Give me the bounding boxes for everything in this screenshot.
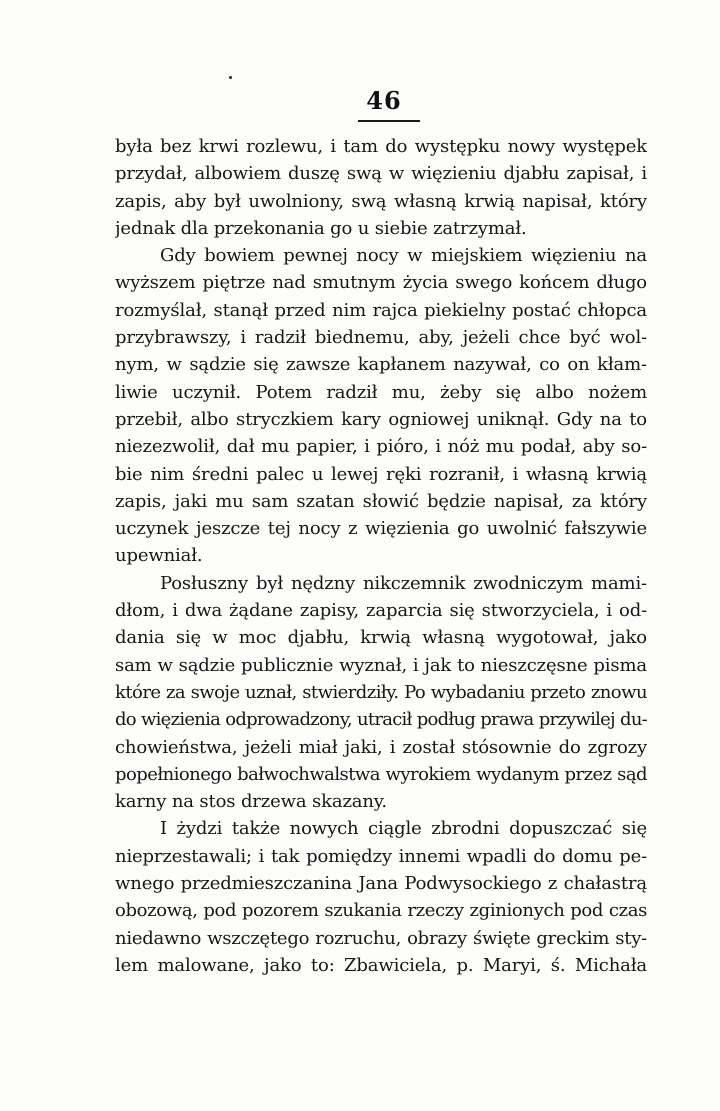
text-line: jednak dla przekonania go u siebie zatrzymał. <box>115 217 527 239</box>
text-line: lem malowane, jako to: Zbawiciela, p. Maryi, ś. Michała <box>115 954 647 976</box>
text-line: była bez krwi rozlewu, i tam do występku nowy występek <box>115 136 647 157</box>
text-line: dłom, i dwa żądane zapisy, zaparcia się stworzyciela, i od- <box>115 600 647 622</box>
text-line: przybrawszy, i radził biednemu, aby, jeżeli chce być wol- <box>115 327 647 349</box>
text-line: karny na stos drzewa skazany. <box>115 791 387 813</box>
text-line: popełnionego bałwochwalstwa wyrokiem wydanym przez sąd <box>115 763 647 785</box>
text-line: chowieństwa, jeżeli miał jaki, i został stósownie do zgrozy <box>115 736 647 758</box>
text-line: które za swoje uznał, stwierdziły. Po wybadaniu przeto znowu <box>115 681 647 703</box>
text-line: zapis, jaki mu sam szatan słowić będzie napisał, za który <box>115 490 647 512</box>
text-line: niedawno wszczętego rozruchu, obrazy święte greckim sty- <box>115 927 647 949</box>
text-line: upewniał. <box>115 545 203 567</box>
text-line: liwie uczynił. Potem radził mu, żeby się albo nożem <box>115 381 647 403</box>
text-line: rozmyślał, stanął przed nim rajca piekielny postać chłopca <box>115 299 647 321</box>
ink-speck <box>229 76 232 79</box>
text-line: Gdy bowiem pewnej nocy w miejskiem więzieniu na <box>160 245 647 267</box>
page-number: 46 <box>366 86 402 115</box>
text-line: wnego przedmieszczanina Jana Podwysockiego z chałastrą <box>115 873 647 895</box>
body-text <box>115 133 647 979</box>
text-line: do więzienia odprowadzony, utracił podług prawa przywilej du- <box>115 709 647 731</box>
page-number-rule <box>358 120 420 122</box>
text-line: obozową, pod pozorem szukania rzeczy zginionych pod czas <box>115 900 647 922</box>
text-line: niezezwolił, dał mu papier, i pióro, i nóż mu podał, aby so- <box>115 436 647 458</box>
text-line: wyższem piętrze nad smutnym życia swego końcem długo <box>115 272 647 294</box>
text-line: przydał, albowiem duszę swą w więzieniu djabłu zapisał, i <box>115 163 647 185</box>
text-line: nieprzestawali; i tak pomiędzy innemi wpadli do domu pe- <box>115 845 647 867</box>
text-line: nym, w sądzie się zawsze kapłanem nazywał, co on kłam- <box>115 354 647 376</box>
text-line: dania się w moc djabłu, krwią własną wygotował, jako <box>115 627 647 649</box>
text-line: I żydzi także nowych ciągle zbrodni dopuszczać się <box>160 818 647 840</box>
text-line: uczynek jeszcze tej nocy z więzienia go uwolnić fałszywie <box>115 518 647 540</box>
text-line: sam w sądzie publicznie wyznał, i jak to nieszczęsne pisma <box>115 654 647 676</box>
text-line: zapis, aby był uwolniony, swą własną krwią napisał, który <box>115 190 647 212</box>
text-line: Posłuszny był nędzny nikczemnik zwodniczym mami- <box>160 572 647 594</box>
text-line: przebił, albo stryczkiem kary ogniowej uniknął. Gdy na to <box>115 408 647 430</box>
text-line: bie nim średni palec u lewej ręki rozranił, i własną krwią <box>115 463 647 485</box>
